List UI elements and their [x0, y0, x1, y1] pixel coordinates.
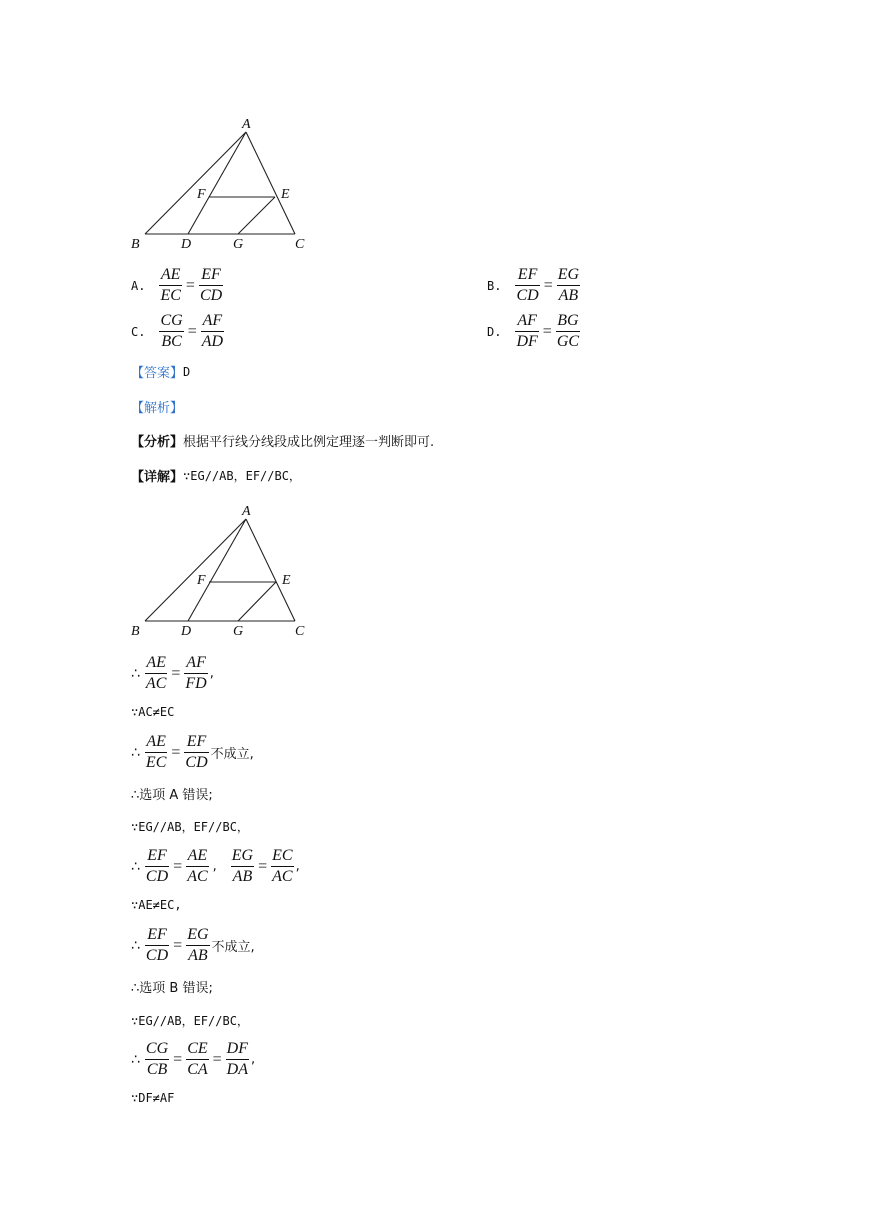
step-text: ∵AC≠EC — [131, 705, 175, 719]
fraction — [186, 846, 208, 887]
answer-value: D — [183, 364, 191, 379]
trailing-text: , — [295, 859, 300, 874]
step-6: ∴ $\frac{EF}{CD}$ = $\frac{AE}{AC}$ , $\frac{EG}{AB}$ = $\frac{EC}{AC}$ , — [131, 847, 300, 885]
triangle-figure-solution — [125, 499, 325, 644]
fraction — [145, 653, 167, 694]
fraction — [145, 846, 169, 887]
numerator: EC — [272, 847, 293, 864]
fraction — [557, 265, 580, 306]
fraction — [145, 732, 167, 773]
fraction — [199, 265, 223, 306]
numerator: CE — [187, 1040, 208, 1057]
denominator: FD — [185, 675, 207, 692]
therefore-symbol: ∴ — [131, 937, 140, 954]
denominator: AB — [232, 868, 253, 885]
step-text: ∴选项 B 错误; — [131, 981, 213, 996]
fraction — [226, 1039, 249, 1080]
denominator: DF — [516, 333, 538, 350]
label-g: G — [233, 624, 244, 639]
numerator: EF — [147, 926, 167, 943]
option-a-label: A. — [131, 278, 146, 293]
denominator: CD — [199, 287, 223, 304]
label-d: D — [181, 237, 192, 252]
fraction — [184, 732, 208, 773]
trailing-text: , — [209, 666, 214, 681]
option-d[interactable]: D. $\frac{AF}{DF}$ = $\frac{BG}{GC}$ — [487, 312, 580, 350]
numerator: EF — [147, 847, 167, 864]
denominator: DA — [226, 1061, 248, 1078]
numerator: AE — [146, 733, 166, 750]
trailing-text: 不成立, — [210, 747, 254, 762]
segment-ab — [145, 132, 246, 234]
step-9 — [131, 977, 213, 996]
separator: , — [212, 859, 217, 874]
option-c-label: C. — [131, 324, 146, 339]
label-d: D — [181, 624, 192, 639]
xiangjie-tag: 【详解】 — [131, 470, 184, 485]
step-text: ∵AE≠EC, — [131, 898, 182, 912]
label-f: F — [197, 573, 206, 588]
denominator: AC — [272, 868, 293, 885]
step-10 — [131, 1012, 249, 1029]
denominator: EC — [160, 287, 181, 304]
step-text: ∵DF≠AF — [131, 1091, 175, 1105]
fraction — [159, 311, 183, 352]
step-4 — [131, 784, 213, 803]
step-2 — [131, 705, 174, 719]
segment-ad — [188, 519, 246, 621]
analysis-heading — [131, 397, 183, 416]
option-a[interactable]: A. $\frac{AE}{EC}$ = $\frac{EF}{CD}$ — [131, 266, 223, 304]
step-1: ∴ $\frac{AE}{AC}$ = $\frac{AF}{FD}$ , — [131, 654, 214, 692]
step-7 — [131, 898, 182, 912]
fraction — [201, 311, 224, 352]
step-8: ∴ $\frac{EF}{CD}$ = $\frac{EG}{AB}$ 不成立, — [131, 926, 255, 964]
numerator: EG — [231, 847, 254, 864]
denominator: CD — [145, 947, 169, 964]
denominator: AB — [188, 947, 208, 964]
therefore-symbol: ∴ — [131, 1051, 140, 1068]
segment-ab — [145, 519, 246, 621]
fraction — [515, 265, 539, 306]
label-e: E — [281, 187, 290, 202]
numerator: AF — [202, 312, 223, 329]
denominator: AB — [558, 287, 579, 304]
numerator: CG — [160, 312, 183, 329]
denominator: EC — [145, 754, 167, 771]
label-b: B — [131, 624, 140, 639]
denominator: GC — [556, 333, 580, 350]
option-c[interactable]: C. $\frac{CG}{BC}$ = $\frac{AF}{AD}$ — [131, 312, 224, 350]
label-g: G — [233, 237, 244, 252]
therefore-symbol: ∴ — [131, 858, 140, 875]
numerator: EG — [187, 926, 209, 943]
denominator: AC — [187, 868, 208, 885]
segment-ad — [188, 132, 246, 234]
label-e: E — [282, 573, 291, 588]
segment-eg — [238, 197, 275, 234]
numerator: EF — [517, 266, 538, 283]
fraction — [231, 846, 254, 887]
denominator: CB — [146, 1061, 168, 1078]
denominator: CD — [516, 287, 539, 304]
fraction — [145, 1039, 169, 1080]
therefore-symbol: ∴ — [131, 665, 140, 682]
fraction — [159, 265, 181, 306]
step-text: ∴选项 A 错误; — [131, 788, 213, 803]
option-d-label: D. — [487, 324, 502, 339]
fraction — [145, 925, 169, 966]
fraction — [271, 846, 293, 887]
segment-eg — [238, 582, 276, 621]
numerator: CG — [145, 1040, 169, 1057]
denominator: CD — [185, 754, 208, 771]
answer-line — [131, 362, 190, 381]
denominator: CA — [187, 1061, 208, 1078]
fraction — [184, 653, 207, 694]
fenxi-tag: 【分析】 — [131, 435, 184, 450]
numerator: AE — [160, 266, 181, 283]
denominator: CD — [145, 868, 169, 885]
denominator: BC — [161, 333, 182, 350]
option-b[interactable]: B. $\frac{EF}{CD}$ = $\frac{EG}{AB}$ — [487, 266, 580, 304]
fenxi-line — [131, 431, 434, 450]
numerator: EF — [186, 733, 207, 750]
fraction — [186, 1039, 208, 1080]
label-c: C — [295, 237, 305, 252]
denominator: AD — [201, 333, 224, 350]
step-3: ∴ $\frac{AE}{EC}$ = $\frac{EF}{CD}$ 不成立, — [131, 733, 254, 771]
xiangjie-line — [131, 466, 301, 485]
label-b: B — [131, 237, 140, 252]
numerator: AF — [517, 312, 537, 329]
triangle-figure-top — [125, 112, 325, 257]
numerator: DF — [226, 1040, 248, 1057]
step-5 — [131, 818, 249, 835]
fenxi-text: 根据平行线分线段成比例定理逐一判断即可. — [183, 435, 435, 450]
denominator: AC — [145, 675, 167, 692]
numerator: EF — [201, 266, 221, 283]
label-a: A — [242, 504, 251, 519]
step-text: ∵EG//AB，EF//BC， — [131, 820, 249, 834]
label-c: C — [295, 624, 305, 639]
numerator: AE — [187, 847, 208, 864]
label-a: A — [242, 117, 251, 132]
therefore-symbol: ∴ — [131, 744, 140, 761]
step-12 — [131, 1091, 174, 1105]
numerator: AF — [186, 654, 206, 671]
fraction — [186, 925, 209, 966]
numerator: AE — [146, 654, 166, 671]
fraction — [515, 311, 538, 352]
answer-tag: 【答案】 — [131, 366, 184, 381]
numerator: BG — [557, 312, 579, 329]
analysis-tag: 【解析】 — [131, 401, 184, 416]
option-b-label: B. — [487, 278, 502, 293]
step-text: ∵EG//AB，EF//BC， — [131, 1014, 249, 1028]
step-11: ∴ $\frac{CG}{CB}$ = $\frac{CE}{CA}$ = $\frac{DF}{DA}$ , — [131, 1040, 256, 1078]
trailing-text: 不成立, — [211, 940, 255, 955]
xiangjie-text: ∵EG//AB，EF//BC， — [183, 469, 301, 483]
numerator: EG — [557, 266, 580, 283]
trailing-text: , — [251, 1052, 256, 1067]
label-f: F — [197, 187, 206, 202]
fraction — [556, 311, 580, 352]
